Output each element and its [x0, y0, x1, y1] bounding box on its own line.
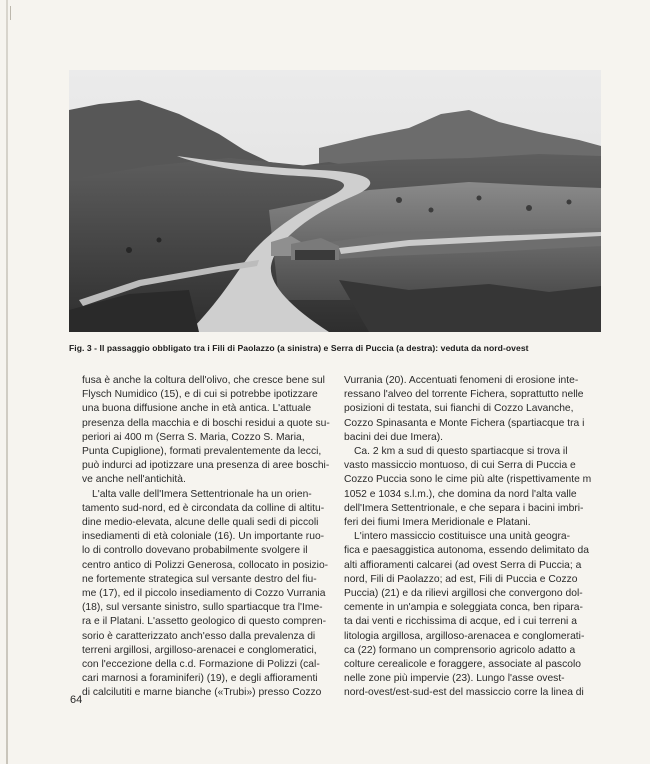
text-line: feri dei fiumi Imera Meridionale e Platani. [344, 517, 531, 529]
right-column [344, 374, 592, 701]
text-line: periori ai 400 m (Serra S. Maria, Cozzo S. Maria, [82, 431, 305, 443]
text-line: ve anche nell'antichità. [82, 474, 186, 486]
text-line: L'intero massiccio costituisce una unità geogra- [354, 531, 571, 543]
page-edge [6, 0, 8, 764]
text-line: me (17), ed il piccolo insediamento di Cozzo Vurrania [82, 588, 326, 600]
text-line: sorio è caratterizzato anch'esso dalla prevalenza di [82, 630, 316, 642]
text-line: con l'eccezione della c.d. Formazione di Polizzi (cal- [82, 659, 320, 671]
figure-caption: Fig. 3 - Il passaggio obbligato tra i Fili di Paolazzo (a sinistra) e Serra di Puccia (a destra): veduta da nord-ovest [69, 343, 529, 353]
text-line: Vurrania (20). Accentuati fenomeni di erosione inte- [344, 375, 579, 386]
text-line: ca (22) formano un comprensorio agricolo adatto a [344, 644, 576, 656]
page-edge-mark [10, 6, 11, 20]
text-line: colture cerealicole e foraggere, associate al pascolo [344, 659, 581, 671]
text-line: Cozzo Spinasanta e Monte Fichera (spartiacque tra i [344, 417, 585, 429]
text-line: Flysch Numidico (15), e di cui si potrebbe ipotizzare [82, 389, 318, 401]
text-line: cemente in un'ampia e soleggiata conca, ben ripara- [344, 602, 583, 614]
text-line: bacini dei due Imera). [344, 431, 444, 443]
text-line: litologia argillosa, argilloso-arenacea e conglomerati- [344, 630, 585, 642]
text-line: centro antico di Polizzi Generosa, collocato in posizio- [82, 559, 329, 571]
text-line: 1052 e 1034 s.l.m.), che domina da nord l'alta valle [344, 488, 577, 500]
text-line: tamento sud-nord, ed è circondata da colline di altitu- [82, 502, 325, 514]
text-line: dell'Imera Settentrionale, e che separa i bacini imbri- [344, 502, 584, 514]
text-line: Punta Cupiglione), formati prevalentemente da lecci, [82, 446, 322, 458]
text-line: presenza della macchia e di boschi residui a quote su- [82, 417, 330, 429]
text-line: ressano l'alveo del torrente Fichera, soprattutto nelle [344, 389, 584, 401]
text-line: vasto massiccio montuoso, di cui Serra di Puccia e [344, 460, 576, 472]
text-line: ne fortemente strategica sul versante destro del fiu- [82, 573, 317, 585]
text-line: una buona diffusione anche in età antica. L'attuale [82, 403, 312, 415]
text-line: lo di controllo dovevano probabilmente svolgere il [82, 545, 308, 557]
text-line: L'alta valle dell'Imera Settentrionale ha un orien- [92, 488, 312, 500]
left-column [82, 374, 329, 701]
text-line: nelle zone più impervie (23). Lungo l'asse ovest- [344, 673, 565, 685]
text-line: Cozzo Puccia sono le cime più alte (rispettivamente m [344, 474, 592, 486]
text-line: fusa è anche la coltura dell'olivo, che cresce bene sul [82, 375, 325, 386]
text-line: ra e il Platani. L'assetto geologico di questo compren- [82, 616, 327, 628]
text-line: cari marnosi a foraminiferi) (19), e degli affioramenti [82, 673, 318, 685]
text-line: alti affioramenti calcarei (ad ovest Serra di Puccia; a [344, 559, 582, 571]
text-line: posizioni di testata, sui fianchi di Cozzo Lavanche, [344, 403, 574, 415]
text-line: Puccia) (21) e da rilievi argillosi che convergono dol- [344, 588, 583, 600]
text-line: di calcilutiti e marne bianche («Trubi») presso Cozzo [82, 687, 322, 699]
landscape-photo-icon [69, 70, 601, 332]
text-line: Ca. 2 km a sud di questo spartiacque si trova il [354, 446, 568, 458]
text-line: nord-ovest/est-sud-est del massiccio corre la linea di [344, 687, 584, 699]
landscape-photo [69, 70, 601, 332]
text-line: (18), sul versante sinistro, sullo spartiacque tra l'Ime- [82, 602, 323, 614]
text-line: nord, Fili di Paolazzo; ad est, Fili di Puccia e Cozzo [344, 573, 578, 585]
text-line: terreni argillosi, argilloso-arenacei e conglomeratici, [82, 644, 317, 656]
text-line: insediamenti di età coloniale (16). Un importante ruo- [82, 531, 325, 543]
text-line: ta dai venti e ricchissima di acque, ed i cui terreni a [344, 616, 577, 628]
text-line: dine medio-elevata, alcune delle quali sedi di piccoli [82, 517, 319, 529]
page-number: 64 [70, 694, 83, 706]
text-line: fica e paesaggistica autonoma, essendo delimitato da [344, 545, 589, 557]
text-line: può indurci ad ipotizzare una presenza di aree boschi- [82, 460, 330, 472]
